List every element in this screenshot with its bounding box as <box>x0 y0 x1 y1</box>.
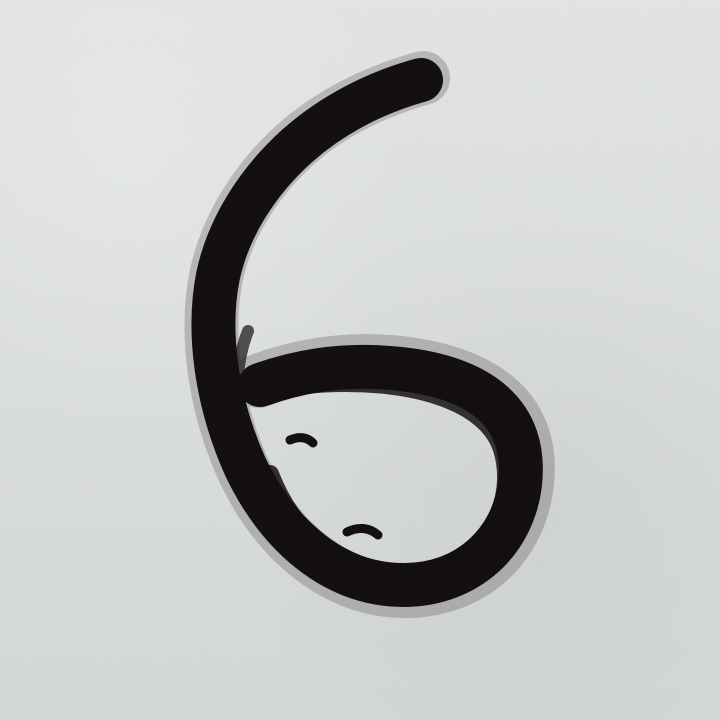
ink-main-stroke <box>213 80 520 585</box>
ink-strokes <box>211 78 527 591</box>
ink-notch-lower <box>347 528 378 535</box>
ink-notch-upper <box>290 438 313 443</box>
